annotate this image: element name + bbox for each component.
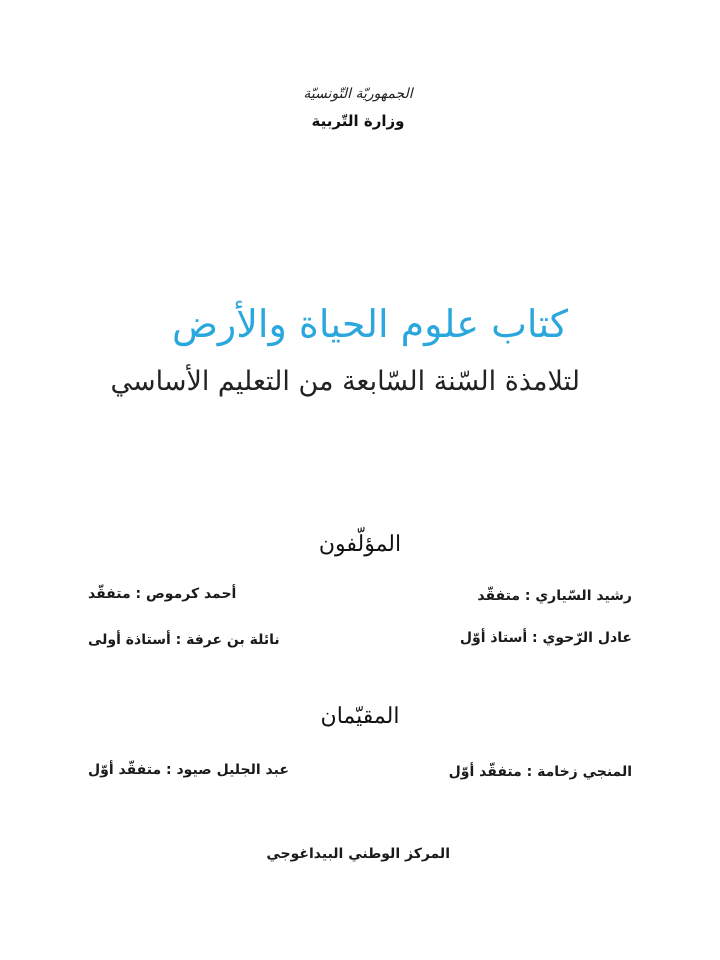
- book-title: كتاب علوم الحياة والأرض: [171, 302, 569, 346]
- author-entry: رشيد السّياري : متفقّد: [477, 588, 632, 604]
- author-entry: أحمد كرموص : متفقّد: [88, 586, 237, 602]
- author-entry: نائلة بن عرفة : أستاذة أولى: [88, 632, 280, 648]
- book-subtitle: لتلامذة السّنة السّابعة من التعليم الأساسي: [110, 366, 580, 397]
- evaluator-entry: المنجي زخامة : متفقّد أوّل: [448, 764, 632, 780]
- authors-heading: المؤلّفون: [318, 532, 402, 557]
- evaluator-entry: عبد الجليل صيود : متفقّد أوّل: [88, 762, 289, 778]
- publisher-name: المركز الوطني البيداغوجي: [266, 846, 450, 862]
- republic-name: الجمهوريّة التّونسيّة: [303, 86, 413, 102]
- evaluators-heading: المقيّمان: [320, 704, 400, 729]
- ministry-name: وزارة التّربية: [311, 112, 405, 130]
- author-entry: عادل الرّحوي : أستاذ أوّل: [459, 630, 632, 646]
